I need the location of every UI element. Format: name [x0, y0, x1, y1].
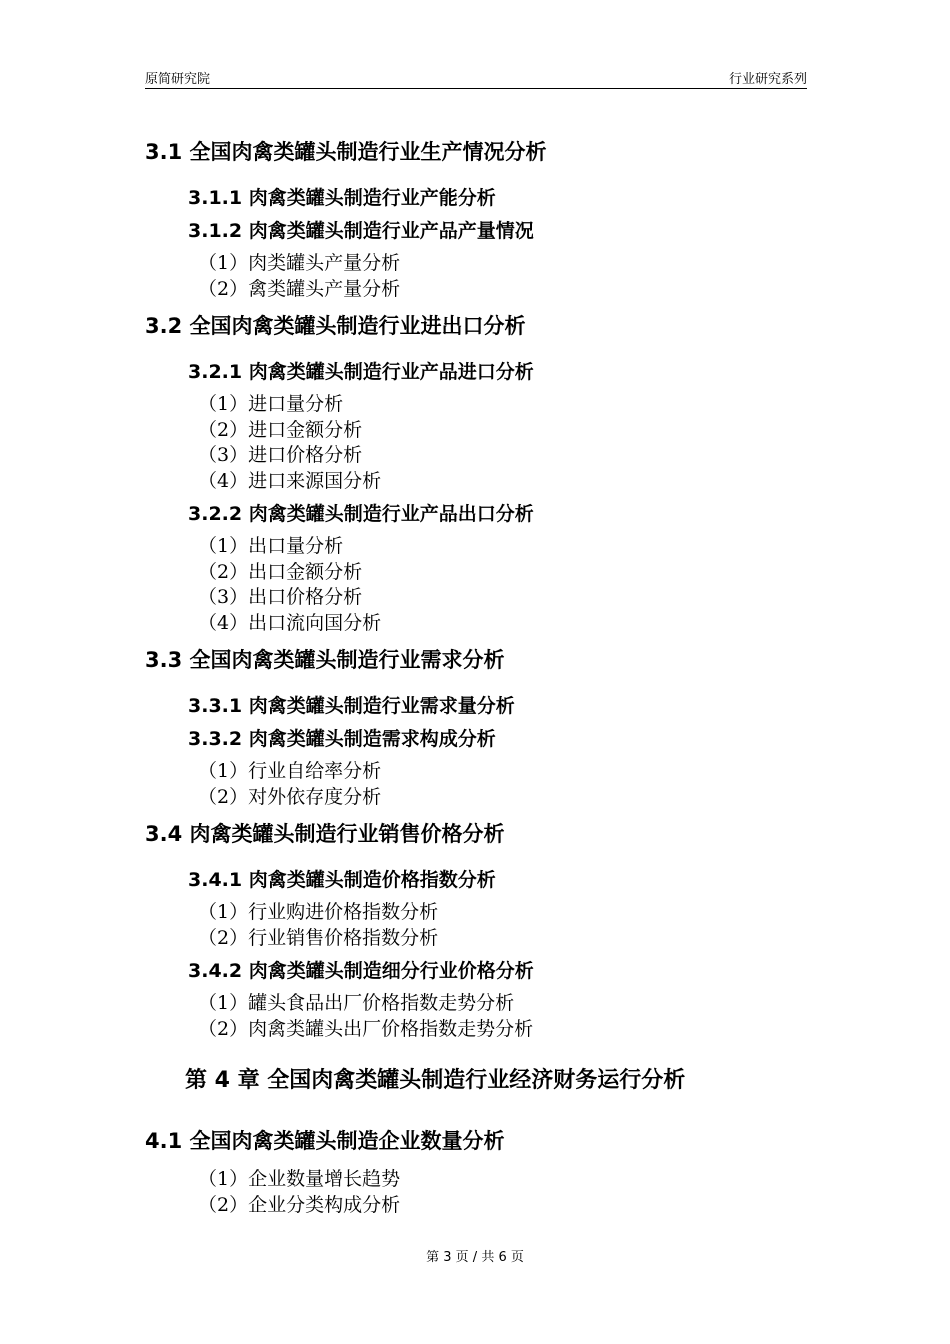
page-number: 第 3 页 / 共 6 页: [426, 1250, 524, 1265]
toc-item: （4）出口流向国分析: [198, 612, 382, 634]
toc-subsection-heading: 3.2.1 肉禽类罐头制造行业产品进口分析: [188, 361, 534, 383]
toc-item: （2）肉禽类罐头出厂价格指数走势分析: [198, 1018, 534, 1040]
toc-item: （1）进口量分析: [198, 393, 344, 415]
toc-section-heading: 3.1 全国肉禽类罐头制造行业生产情况分析: [145, 140, 547, 164]
toc-item: （1）行业自给率分析: [198, 760, 382, 782]
toc-item: （2）企业分类构成分析: [198, 1194, 401, 1216]
toc-subsection-heading: 3.4.1 肉禽类罐头制造价格指数分析: [188, 869, 496, 891]
toc-section-heading: 4.1 全国肉禽类罐头制造企业数量分析: [145, 1129, 505, 1153]
toc-item: （3）进口价格分析: [198, 444, 363, 466]
toc-section-heading: 3.3 全国肉禽类罐头制造行业需求分析: [145, 648, 505, 672]
toc-item: （2）禽类罐头产量分析: [198, 278, 401, 300]
toc-item: （2）出口金额分析: [198, 561, 363, 583]
toc-item: （2）进口金额分析: [198, 419, 363, 441]
toc-item: （1）罐头食品出厂价格指数走势分析: [198, 992, 515, 1014]
toc-section-heading: 3.4 肉禽类罐头制造行业销售价格分析: [145, 822, 505, 846]
toc-subsection-heading: 3.1.2 肉禽类罐头制造行业产品产量情况: [188, 220, 534, 242]
toc-item: （1）行业购进价格指数分析: [198, 901, 439, 923]
toc-item: （1）企业数量增长趋势: [198, 1168, 401, 1190]
toc-item: （1）肉类罐头产量分析: [198, 252, 401, 274]
toc-item: （3）出口价格分析: [198, 586, 363, 608]
toc-section-heading: 3.2 全国肉禽类罐头制造行业进出口分析: [145, 314, 526, 338]
toc-item: （2）对外依存度分析: [198, 786, 382, 808]
toc-chapter-heading: 第 4 章 全国肉禽类罐头制造行业经济财务运行分析: [185, 1068, 686, 1093]
toc-item: （2）行业销售价格指数分析: [198, 927, 439, 949]
toc-subsection-heading: 3.1.1 肉禽类罐头制造行业产能分析: [188, 187, 496, 209]
page-header: [145, 66, 807, 89]
header-series-name: 行业研究系列: [728, 72, 807, 87]
toc-subsection-heading: 3.3.1 肉禽类罐头制造行业需求量分析: [188, 695, 515, 717]
toc-subsection-heading: 3.3.2 肉禽类罐头制造需求构成分析: [188, 728, 496, 750]
toc-subsection-heading: 3.2.2 肉禽类罐头制造行业产品出口分析: [188, 503, 534, 525]
toc-item: （4）进口来源国分析: [198, 470, 382, 492]
toc-subsection-heading: 3.4.2 肉禽类罐头制造细分行业价格分析: [188, 960, 534, 982]
toc-item: （1）出口量分析: [198, 535, 344, 557]
header-org-name: 原简研究院: [145, 72, 211, 87]
